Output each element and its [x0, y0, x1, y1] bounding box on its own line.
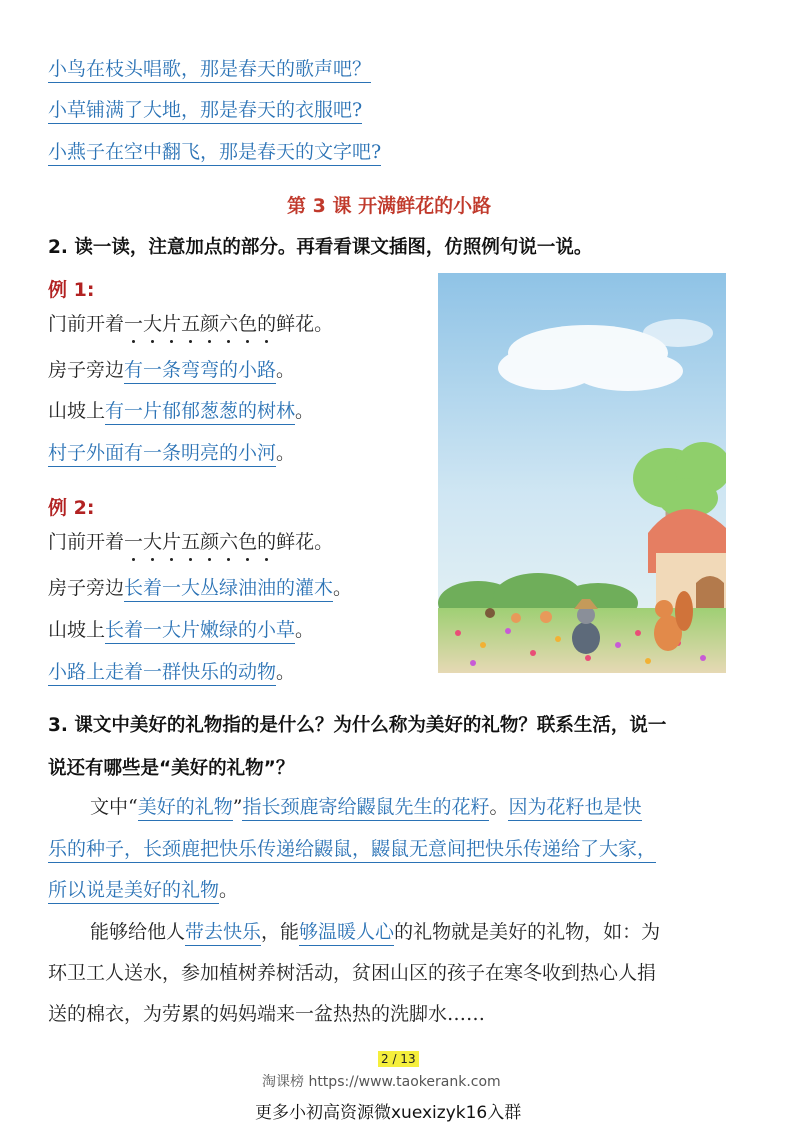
- emphasis-char: 五: [181, 313, 201, 335]
- line-prefix: 房子旁边: [48, 359, 125, 381]
- answer-fill: 带去快乐: [185, 921, 261, 946]
- top-line-2: [48, 97, 362, 123]
- answer-text: 能够给他人: [90, 921, 186, 943]
- source-url[interactable]: 淘课榜 https://www.taokerank.com: [262, 1074, 501, 1090]
- model-dotted: [124, 531, 276, 553]
- emphasis-char: 一: [124, 313, 144, 335]
- example-2-model: [48, 529, 333, 555]
- line-prefix: 房子旁边: [48, 577, 125, 599]
- top-line-1: [48, 56, 371, 82]
- emphasis-char: 色: [238, 531, 258, 553]
- line-end: 。: [295, 619, 315, 641]
- emphasis-char: 色: [238, 313, 258, 335]
- line-end: 。: [295, 400, 315, 422]
- top-line-2-text: 小草铺满了大地，那是春天的衣服吧?: [48, 99, 362, 124]
- answer-fill: 所以说是美好的礼物: [48, 879, 219, 904]
- emphasis-char: 片: [162, 313, 182, 335]
- line-fill: 长着一大丛绿油油的灌木: [124, 577, 333, 602]
- example-1-line-2: [48, 398, 314, 424]
- emphasis-char: 六: [219, 313, 239, 335]
- top-line-1-text: 小鸟在枝头唱歌，那是春天的歌声吧？: [48, 58, 371, 83]
- emphasis-char: 片: [162, 531, 182, 553]
- page-number-text: 2 / 13: [378, 1051, 419, 1067]
- emphasis-char: 的: [257, 313, 277, 335]
- top-line-3: [48, 139, 381, 165]
- emphasis-char: 六: [219, 531, 239, 553]
- line-fill: 村子外面有一条明亮的小河: [48, 442, 276, 467]
- model-suffix: 鲜花。: [276, 531, 334, 553]
- model-dotted: [124, 313, 276, 335]
- model-prefix: 门前开着: [48, 531, 125, 553]
- line-fill: 有一条弯弯的小路: [124, 359, 276, 384]
- example-1-line-3: [48, 440, 295, 466]
- line-end: 。: [276, 442, 296, 464]
- answer-fill: 乐的种子，长颈鹿把快乐传递给鼹鼠，鼹鼠无意间把快乐传递给了大家，: [48, 838, 656, 863]
- answer-text: 。: [489, 796, 509, 818]
- emphasis-char: 大: [143, 313, 163, 335]
- line-prefix: 山坡上: [48, 619, 106, 641]
- line-prefix: 山坡上: [48, 400, 106, 422]
- line-fill: 小路上走着一群快乐的动物: [48, 661, 276, 686]
- example-1-label: 例 1:: [48, 279, 95, 301]
- answer-text: ”: [232, 796, 243, 818]
- line-fill: 有一片郁郁葱葱的树林: [105, 400, 295, 425]
- example-2-line-1: [48, 575, 352, 601]
- question-3-line-1: 3. 课文中美好的礼物指的是什么？为什么称为美好的礼物？联系生活，说一: [48, 715, 667, 736]
- model-prefix: 门前开着: [48, 313, 125, 335]
- line-fill: 长着一大片嫩绿的小草: [105, 619, 295, 644]
- question-3-line-2: 说还有哪些是“美好的礼物”？: [48, 758, 295, 779]
- answer-text: ，能: [261, 921, 300, 943]
- answer-text: 。: [219, 879, 239, 901]
- answer-fill: 指长颈鹿寄给鼹鼠先生的花籽: [242, 796, 489, 821]
- model-suffix: 鲜花。: [276, 313, 334, 335]
- illustration-art: [438, 273, 726, 673]
- emphasis-char: 大: [143, 531, 163, 553]
- line-end: 。: [333, 577, 353, 599]
- example-1-model: [48, 311, 333, 337]
- example-2-line-2: [48, 617, 314, 643]
- emphasis-char: 五: [181, 531, 201, 553]
- emphasis-char: 的: [257, 531, 277, 553]
- answer-fill: 因为花籽也是快: [508, 796, 641, 821]
- answer-text: 文中“: [90, 796, 138, 818]
- example-2-label: 例 2:: [48, 497, 95, 519]
- emphasis-char: 一: [124, 531, 144, 553]
- answer-text: 的礼物就是美好的礼物，如：为: [394, 921, 661, 943]
- answer-2-line-1: [90, 919, 660, 945]
- line-end: 。: [276, 359, 296, 381]
- promo-text: 更多小初高资源微xuexizyk16入群: [255, 1103, 522, 1123]
- answer-1-line-1: [90, 794, 642, 820]
- question-2: 2. 读一读，注意加点的部分。再看看课文插图，仿照例句说一说。: [48, 237, 593, 258]
- example-1-line-1: [48, 357, 295, 383]
- emphasis-char: 颜: [200, 531, 220, 553]
- answer-2-line-2: 环卫工人送水，参加植树养树活动，贫困山区的孩子在寒冬收到热心人捐: [48, 962, 657, 984]
- answer-1-line-2: [48, 836, 656, 862]
- answer-term: 美好的礼物: [138, 796, 233, 821]
- top-line-3-text: 小燕子在空中翻飞，那是春天的文字吧?: [48, 141, 381, 166]
- answer-2-line-3: 送的棉衣，为劳累的妈妈端来一盆热热的洗脚水……: [48, 1003, 486, 1025]
- page-number: [378, 1048, 419, 1067]
- line-end: 。: [276, 661, 296, 683]
- lesson-title: 第 3 课 开满鲜花的小路: [287, 195, 492, 217]
- example-2-line-3: [48, 659, 295, 685]
- emphasis-char: 颜: [200, 313, 220, 335]
- lesson-illustration: [438, 273, 726, 673]
- answer-1-line-3: [48, 877, 238, 903]
- answer-fill: 够温暖人心: [299, 921, 394, 946]
